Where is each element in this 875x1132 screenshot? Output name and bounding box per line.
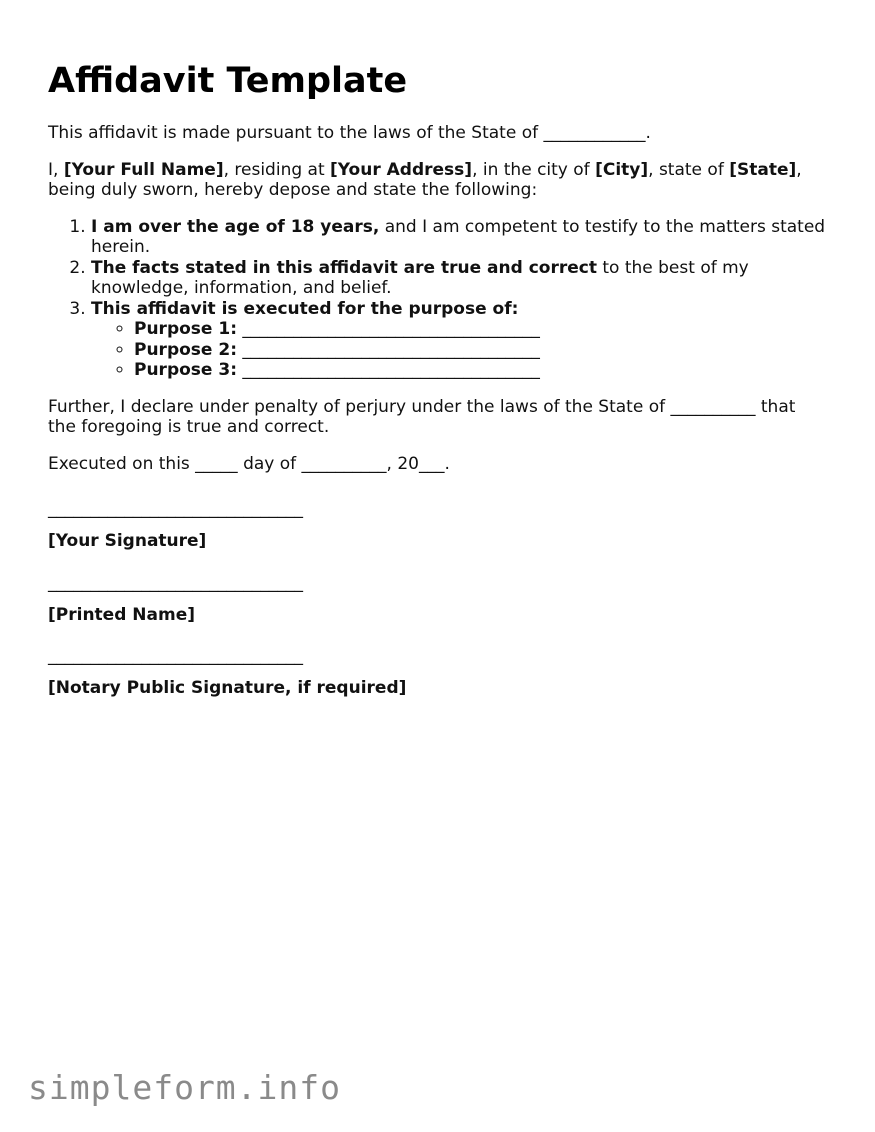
statement-item xyxy=(91,217,828,258)
statement-item xyxy=(91,258,828,299)
city-placeholder: [City] xyxy=(595,159,649,180)
statement-bold: The facts stated in this affidavit are true and correct xyxy=(91,257,597,278)
declarant-paragraph xyxy=(48,160,828,201)
purpose-label: Purpose 3: xyxy=(134,360,237,380)
state-text: , state of xyxy=(648,159,730,180)
declarant-suffix: , being duly sworn, hereby depose and state the following: xyxy=(48,159,802,200)
purpose-blank: ___________________________________ xyxy=(237,339,540,360)
signature-label: [Your Signature] xyxy=(48,531,207,551)
executed-paragraph: Executed on this _____ day of __________, 20___. xyxy=(48,453,450,474)
full-name-placeholder: [Your Full Name] xyxy=(63,159,224,180)
statement-text: and I am competent to testify to the matters stated herein. xyxy=(91,216,826,257)
affidavit-document xyxy=(48,58,828,720)
statement-list xyxy=(48,217,828,381)
address-placeholder: [Your Address] xyxy=(330,159,473,180)
signature-block xyxy=(48,499,828,699)
purpose-item xyxy=(134,340,828,361)
purpose-item xyxy=(134,360,828,381)
state-placeholder: [State] xyxy=(729,159,797,180)
statement-text: to the best of my knowledge, information, and belief. xyxy=(91,257,749,298)
purpose-blank: ___________________________________ xyxy=(237,319,540,339)
city-text: , in the city of xyxy=(472,159,596,180)
purpose-blank: ___________________________________ xyxy=(237,360,540,380)
statement-item xyxy=(91,299,828,381)
purpose-list xyxy=(91,319,828,381)
notary-label: [Notary Public Signature, if required] xyxy=(48,678,407,698)
residing-text: , residing at xyxy=(223,159,331,180)
signature-line: ______________________________ xyxy=(48,499,303,519)
printed-name-label: [Printed Name] xyxy=(48,604,195,625)
purpose-item xyxy=(134,319,828,340)
purpose-label: Purpose 2: xyxy=(134,339,237,360)
statement-bold: I am over the age of 18 years, xyxy=(91,216,380,237)
notary-line: ______________________________ xyxy=(48,646,303,666)
intro-paragraph: This affidavit is made pursuant to the laws of the State of ____________. xyxy=(48,123,651,143)
declarant-prefix: I, xyxy=(48,159,64,180)
declaration-paragraph: Further, I declare under penalty of perjury under the laws of the State of __________ that the foregoing is true and correct. xyxy=(48,396,796,437)
page-title: Affidavit Template xyxy=(48,61,408,101)
purpose-label: Purpose 1: xyxy=(134,319,237,339)
watermark: simpleform.info xyxy=(28,1068,342,1107)
printed-name-line: ______________________________ xyxy=(48,572,303,593)
statement-bold: This affidavit is executed for the purpose of: xyxy=(91,298,519,319)
